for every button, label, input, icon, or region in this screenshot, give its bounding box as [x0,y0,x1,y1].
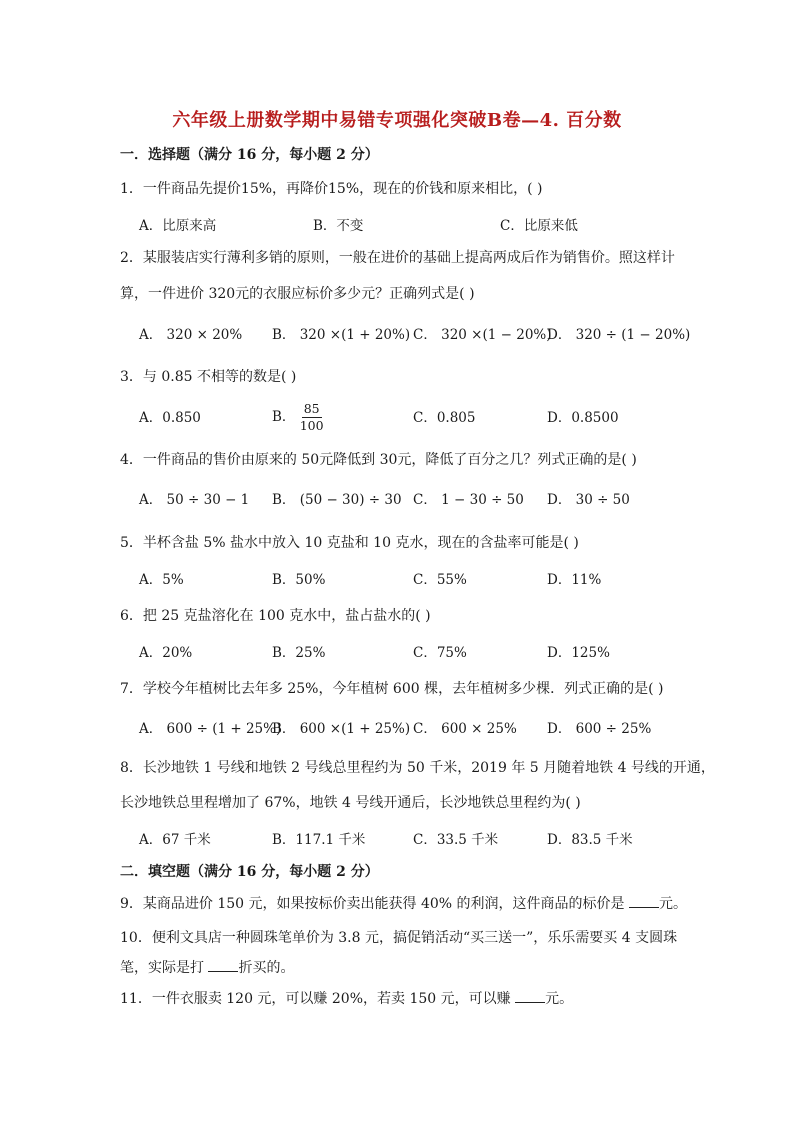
q5-option-d: D．11% [547,572,602,588]
question-9 [120,893,687,914]
q10-text-before: 笔，实际是打 [120,960,209,976]
q11-text-after: 元。 [545,991,574,1007]
q2-option-b: B． 320 ×(1 + 20%) [272,327,411,343]
q4-option-b: B． (50 − 30) ÷ 30 [272,492,402,508]
question-2-stem-line2: 算，一件进价 320元的衣服应标价多少元？正确列式是( ) [120,286,475,302]
q7-option-c: C． 600 × 25% [413,721,517,737]
q4-option-c: C． 1 − 30 ÷ 50 [413,492,524,508]
q2-option-c: C． 320 ×(1 − 20%) [413,327,552,343]
q7-option-d: D． 600 ÷ 25% [547,721,652,737]
q4-option-d: D． 30 ÷ 50 [547,492,630,508]
q2-option-d: D． 320 ÷ (1 − 20%) [547,327,691,343]
question-10-line1: 10．便利文具店一种圆珠笔单价为 3.8 元，搞促销活动“买三送一”，乐乐需要买 4 支圆珠 [120,930,678,946]
question-5-stem: 5．半杯含盐 5% 盐水中放入 10 克盐和 10 克水，现在的含盐率可能是( ) [120,535,579,551]
q10-answer-blank [208,957,238,972]
q3-option-d: D．0.8500 [547,410,619,426]
q3-option-b-fraction [300,401,324,434]
q11-text-before: 11．一件衣服卖 120 元，可以赚 20%，若卖 150 元，可以赚 [120,991,516,1007]
q10-text-after: 折买的。 [238,960,295,976]
question-4-stem: 4．一件商品的售价由原来的 50元降低到 30元，降低了百分之几？列式正确的是( ) [120,452,637,468]
q8-option-b: B．117.1 千米 [272,832,366,848]
question-11 [120,988,573,1009]
q4-option-a: A． 50 ÷ 30 − 1 [139,492,250,508]
q5-option-b: B．50% [272,572,326,588]
section-heading-fill-in: 二．填空题（满分 16 分，每小题 2 分） [120,864,379,880]
question-10-line2 [120,957,294,978]
question-6-stem: 6．把 25 克盐溶化在 100 克水中，盐占盐水的( ) [120,608,431,624]
q9-text-after: 元。 [659,896,687,912]
q8-option-d: D．83.5 千米 [547,832,633,848]
q6-option-b: B．25% [272,645,326,661]
question-3-stem: 3．与 0.85 不相等的数是( ) [120,369,297,385]
fraction-numerator: 85 [303,401,320,416]
q1-option-a: A．比原来高 [139,218,217,234]
question-8-stem-line2: 长沙地铁总里程增加了 67%，地铁 4 号线开通后，长沙地铁总里程约为( ) [120,795,581,811]
q11-answer-blank [515,988,545,1003]
q7-option-b: B． 600 ×(1 + 25%) [272,721,411,737]
q8-option-a: A．67 千米 [139,832,211,848]
question-2-stem-line1: 2．某服装店实行薄利多销的原则，一般在进价的基础上提高两成后作为销售价。照这样计 [120,250,675,266]
fraction-denominator: 100 [299,418,324,433]
page-title: 六年级上册数学期中易错专项强化突破B卷—4. 百分数 [172,110,622,131]
q9-answer-blank [629,893,659,908]
q3-option-c: C．0.805 [413,410,476,426]
q7-option-a: A． 600 ÷ (1 + 25%) [139,721,282,737]
q9-text-before: 9．某商品进价 150 元，如果按标价卖出能获得 40% 的利润，这件商品的标价是 [120,896,629,912]
question-1-stem: 1．一件商品先提价15%，再降价15%，现在的价钱和原来相比，( ) [120,181,543,197]
question-7-stem: 7．学校今年植树比去年多 25%，今年植树 600 棵，去年植树多少棵．列式正确的是( ) [120,681,664,697]
q6-option-a: A．20% [139,645,193,661]
q8-option-c: C．33.5 千米 [413,832,499,848]
q6-option-c: C．75% [413,645,467,661]
section-heading-choice: 一．选择题（满分 16 分，每小题 2 分） [120,147,379,163]
q3-option-b [272,401,324,434]
q3-option-a: A．0.850 [139,410,201,426]
q3-option-b-label: B． [272,409,296,425]
q1-option-c: C．比原来低 [500,218,578,234]
q5-option-c: C．55% [413,572,467,588]
q1-option-b: B．不变 [313,218,364,234]
q5-option-a: A．5% [139,572,184,588]
q6-option-d: D．125% [547,645,610,661]
question-8-stem-line1: 8．长沙地铁 1 号线和地铁 2 号线总里程约为 50 千米，2019 年 5 月随着地铁 4 号线的开通， [120,760,715,776]
q2-option-a: A． 320 × 20% [139,327,243,343]
